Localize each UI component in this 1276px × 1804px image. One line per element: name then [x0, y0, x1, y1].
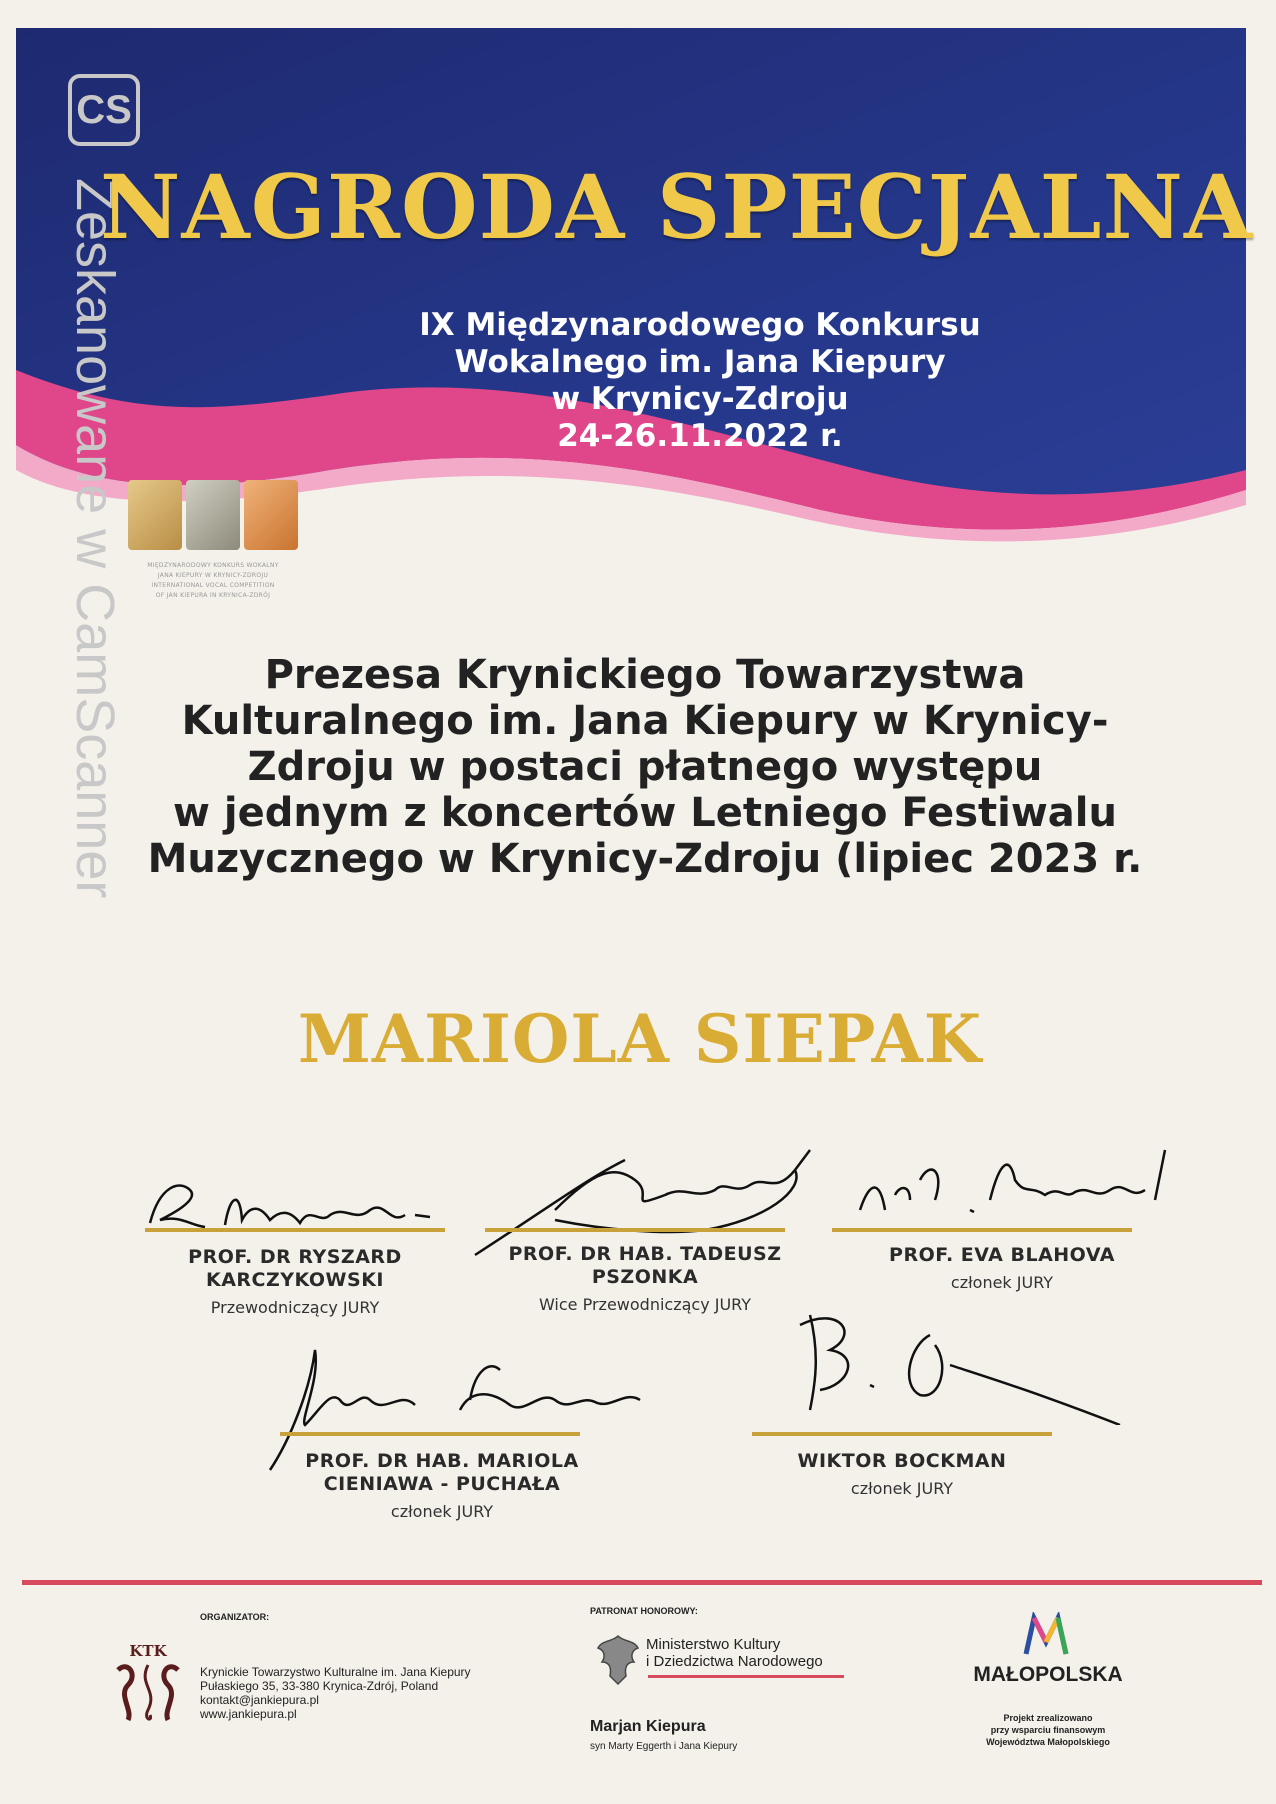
logo-text-line: JANA KIEPURY W KRYNICY-ZDROJU	[157, 572, 269, 579]
ministry-underline	[648, 1675, 844, 1678]
winner-name: MARIOLA SIEPAK	[297, 1000, 983, 1078]
patron-description: syn Marty Eggerth i Jana Kiepury	[590, 1741, 738, 1752]
jury-name-line: CIENIAWA - PUCHAŁA	[323, 1473, 561, 1495]
jury-member-bockman	[752, 1450, 1052, 1498]
patronage-label: PATRONAT HONOROWY:	[590, 1606, 698, 1616]
award-line: Prezesa Krynickiego Towarzystwa	[264, 652, 1026, 698]
jury-member-cieniawa	[292, 1450, 592, 1521]
award-line: Zdroju w postaci płatnego występu	[247, 744, 1043, 790]
subtitle-line-4: 24-26.11.2022 r.	[557, 418, 843, 454]
signature-line	[832, 1228, 1132, 1232]
certificate-title: NAGRODA SPECJALNA	[100, 155, 1254, 259]
signature-line	[485, 1228, 785, 1232]
ktk-logo-icon	[108, 1640, 188, 1730]
ministry-line: Ministerstwo Kultury	[646, 1636, 781, 1653]
gold-medal-icon	[128, 480, 182, 550]
camscanner-badge-icon: CS	[68, 74, 140, 146]
organizer-line: Pułaskiego 35, 33-380 Krynica-Zdrój, Poland	[200, 1679, 439, 1693]
jury-name-line: PROF. DR HAB. MARIOLA	[305, 1450, 579, 1472]
ministry-line: i Dziedzictwa Narodowego	[646, 1653, 823, 1670]
header-banner	[0, 0, 1276, 560]
signature-line	[752, 1432, 1052, 1436]
jury-role: członek JURY	[390, 1502, 494, 1521]
jury-name-line: PSZONKA	[591, 1266, 699, 1288]
bronze-medal-icon	[244, 480, 298, 550]
logo-text-line: INTERNATIONAL VOCAL COMPETITION	[151, 582, 275, 589]
funding-line: przy wsparciu finansowym	[990, 1725, 1106, 1735]
jury-role: członek JURY	[950, 1273, 1054, 1292]
jury-name-line: PROF. EVA BLAHOVA	[889, 1244, 1115, 1266]
organizer-website: www.jankiepura.pl	[200, 1707, 297, 1721]
subtitle-line-2: Wokalnego im. Jana Kiepury	[454, 344, 946, 380]
organizer-line: Krynickie Towarzystwo Kulturalne im. Jana Kiepury	[200, 1665, 471, 1679]
jury-member-karczykowski	[145, 1246, 445, 1317]
malopolska-label: MAŁOPOLSKA	[973, 1663, 1123, 1686]
jury-member-blahova	[852, 1244, 1152, 1292]
jury-name-line: KARCZYKOWSKI	[206, 1269, 384, 1291]
subtitle-line-3: w Krynicy-Zdroju	[551, 381, 849, 417]
ministry-name	[646, 1636, 823, 1670]
camscanner-watermark: Zeskanowane w CamScanner	[65, 178, 125, 899]
footer-divider	[22, 1580, 1262, 1585]
jury-name-line: WIKTOR BOCKMAN	[797, 1450, 1007, 1472]
silver-medal-icon	[186, 480, 240, 550]
signature-karczykowski	[130, 1165, 450, 1245]
subtitle-line-1: IX Międzynarodowego Konkursu	[419, 307, 981, 343]
signature-line	[145, 1228, 445, 1232]
award-line: Kulturalnego im. Jana Kiepury w Krynicy-	[181, 698, 1109, 744]
logo-text-line: MIĘDZYNARODOWY KONKURS WOKALNY	[147, 562, 279, 569]
jury-name-line: PROF. DR RYSZARD	[188, 1246, 402, 1268]
organizer-info	[200, 1665, 471, 1721]
malopolska-logo-icon	[1020, 1612, 1072, 1658]
signature-blahova	[850, 1140, 1190, 1230]
award-line: w jednym z koncertów Letniego Festiwalu	[173, 790, 1117, 836]
jury-name-line: PROF. DR HAB. TADEUSZ	[508, 1243, 782, 1265]
funding-note	[948, 1712, 1148, 1748]
ktk-logo-text: KTK	[129, 1642, 167, 1660]
funding-line: Projekt zrealizowano	[1003, 1713, 1093, 1723]
jury-role: członek JURY	[850, 1479, 954, 1498]
jury-role: Przewodniczący JURY	[210, 1298, 380, 1317]
award-description	[110, 652, 1180, 882]
jury-member-pszonka	[485, 1243, 805, 1314]
signature-line	[280, 1432, 580, 1436]
funding-line: Województwa Małopolskiego	[986, 1737, 1110, 1747]
organizer-email: kontakt@jankiepura.pl	[200, 1693, 319, 1707]
signature-bockman	[780, 1295, 1130, 1425]
organizer-label: ORGANIZATOR:	[200, 1612, 270, 1622]
polish-eagle-icon	[594, 1632, 642, 1688]
logo-text-line: OF JAN KIEPURA IN KRYNICA-ZDRÓJ	[155, 592, 271, 599]
award-line: Muzycznego w Krynicy-Zdroju (lipiec 2023 r.	[147, 836, 1143, 882]
patron-name: Marjan Kiepura	[590, 1718, 706, 1735]
competition-logo	[128, 480, 298, 605]
jury-role: Wice Przewodniczący JURY	[538, 1295, 752, 1314]
